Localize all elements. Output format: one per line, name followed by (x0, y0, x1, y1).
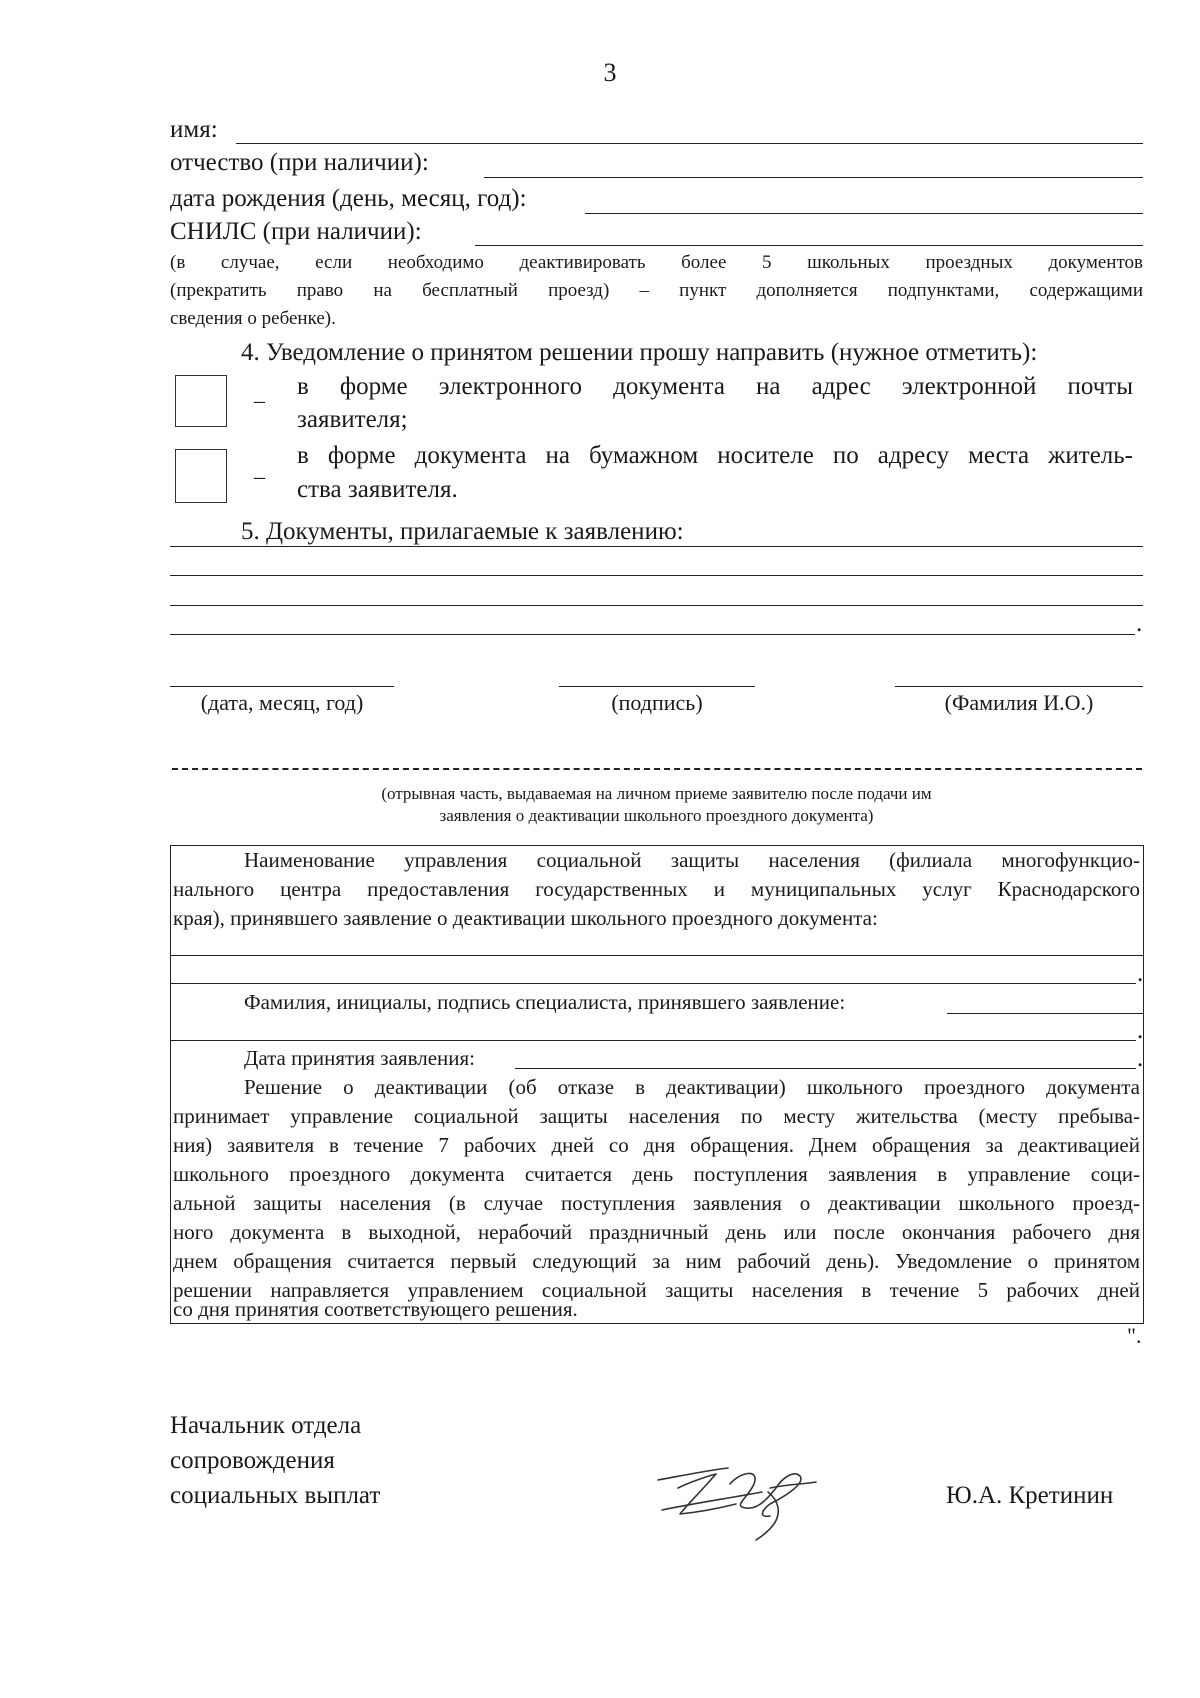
decision-line-6: ного документа в выходной, нерабочий праздничный день или после окончания рабочего дня (173, 1220, 1140, 1244)
org-name-line-2[interactable] (170, 983, 1136, 984)
page-number: 3 (603, 58, 617, 87)
position-line-3: социальных выплат (170, 1482, 381, 1509)
acceptance-date-end-mark: . (1137, 1045, 1144, 1072)
documents-line-4[interactable] (170, 634, 1135, 635)
birthdate-label: дата рождения (день, месяц, год): (170, 185, 527, 212)
specialist-end-mark: . (1137, 1017, 1144, 1044)
name-signature-line[interactable] (895, 686, 1143, 687)
patronymic-label: отчество (при наличии): (170, 149, 429, 176)
email-checkbox[interactable] (175, 375, 227, 427)
email-option-dash: _ (254, 380, 265, 405)
documents-line-2[interactable] (170, 575, 1143, 576)
org-end-mark: . (1137, 960, 1144, 987)
signatory-name: Ю.А. Кретинин (946, 1482, 1114, 1509)
acceptance-date-field[interactable] (515, 1068, 1136, 1069)
tear-off-divider (172, 768, 1142, 770)
paper-option-line-1: в форме документа на бумажном носителе по адресу места житель- (297, 442, 1133, 469)
decision-line-5: альной защиты населения (в случае поступления заявления о деактивации школьного проезд- (173, 1191, 1140, 1215)
note-line-3: сведения о ребенке). (170, 308, 336, 329)
sign-signature-line[interactable] (559, 686, 755, 687)
decision-line-2: принимает управление социальной защиты населения по месту жительства (месту пребыва- (173, 1104, 1140, 1128)
date-signature-line[interactable] (170, 686, 394, 687)
name-label: имя: (170, 116, 218, 143)
specialist-field[interactable] (947, 1013, 1144, 1014)
email-option-line-2: заявителя; (297, 406, 408, 433)
org-line-2: нального центра предоставления государственных и муниципальных услуг Краснодарского (173, 877, 1140, 901)
org-line-3: края), принявшего заявление о деактивации школьного проездного документа: (173, 906, 878, 930)
name-field[interactable] (236, 143, 1143, 144)
decision-line-8: решении направляется управлением социальной защиты населения в течение 5 рабочих дней (173, 1278, 1140, 1302)
tear-off-caption-2: заявления о деактивации школьного проездного документа) (439, 806, 874, 825)
decision-line-3: ния) заявителя в течение 7 рабочих дней со дня обращения. Днем обращения за деактивацией (173, 1133, 1140, 1157)
decision-line-9: со дня принятия соответствующего решения. (173, 1297, 578, 1321)
note-line-1: (в случае, если необходимо деактивировать более 5 школьных проездных документов (170, 252, 1143, 273)
specialist-line-2[interactable] (170, 1040, 1136, 1041)
snils-label: СНИЛС (при наличии): (170, 218, 422, 245)
decision-line-4: школьного проездного документа считается день поступления заявления в управление соци- (173, 1162, 1140, 1186)
note-line-2: (прекратить право на бесплатный проезд) – пункт дополняется подпунктами, содержащими (170, 280, 1143, 301)
name-caption: (Фамилия И.О.) (944, 690, 1094, 715)
email-option-line-1: в форме электронного документа на адрес электронной почты (297, 373, 1133, 400)
org-name-line-1[interactable] (170, 955, 1144, 956)
acceptance-date-label: Дата принятия заявления: (244, 1046, 475, 1070)
paper-option-dash: _ (254, 456, 265, 481)
position-line-1: Начальник отдела (170, 1412, 362, 1439)
position-line-2: сопровождения (170, 1447, 335, 1474)
section-4-heading: 4. Уведомление о принятом решении прошу направить (нужное отметить): (241, 339, 1038, 366)
tear-off-caption-1: (отрывная часть, выдаваемая на личном приеме заявителю после подачи им (381, 784, 932, 803)
documents-line-1[interactable] (170, 546, 1143, 547)
paper-option-line-2: ства заявителя. (297, 476, 458, 503)
org-line-1: Наименование управления социальной защиты населения (филиала многофункцио- (244, 848, 1140, 872)
documents-line-3[interactable] (170, 605, 1143, 606)
paper-checkbox[interactable] (175, 449, 227, 503)
handwritten-signature (650, 1458, 820, 1542)
decision-line-1: Решение о деактивации (об отказе в деактивации) школьного проездного документа (244, 1075, 1140, 1099)
patronymic-field[interactable] (484, 177, 1143, 178)
closing-quote: ". (1127, 1323, 1142, 1348)
date-caption: (дата, месяц, год) (200, 690, 364, 715)
section-5-heading: 5. Документы, прилагаемые к заявлению: (241, 518, 684, 545)
documents-end-mark: . (1136, 610, 1143, 637)
birthdate-field[interactable] (585, 213, 1143, 214)
decision-line-7: днем обращения считается первый следующий за ним рабочий день). Уведомление о принятом (173, 1249, 1140, 1273)
specialist-label: Фамилия, инициалы, подпись специалиста, принявшего заявление: (244, 990, 846, 1014)
snils-field[interactable] (475, 245, 1143, 246)
sign-caption: (подпись) (611, 690, 703, 715)
